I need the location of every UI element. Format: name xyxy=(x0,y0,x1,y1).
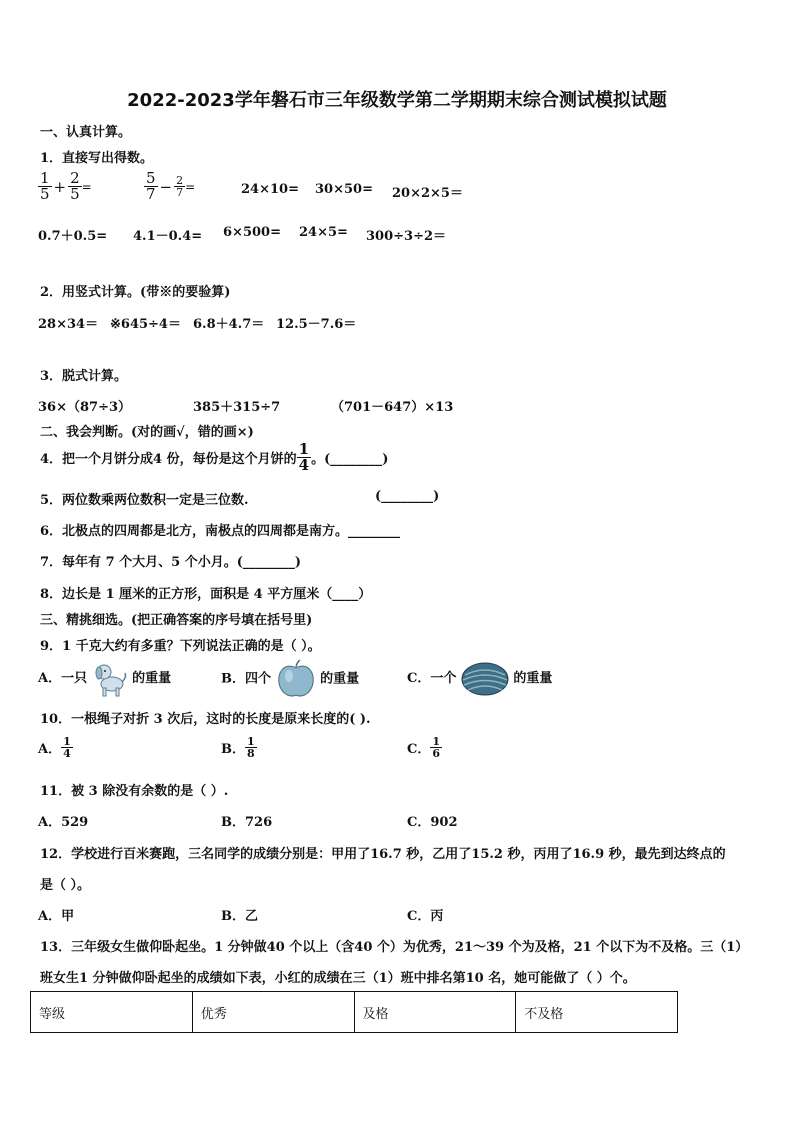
q1-item: 0.7＋0.5= xyxy=(38,229,108,244)
fraction: $\frac{1}{4}$ xyxy=(63,735,71,760)
section-heading-2: 二、我会判断。(对的画√，错的画×) xyxy=(40,425,254,440)
question-9-text: 9．1 千克大约有多重？下列说法正确的是（ ）。 xyxy=(40,639,321,654)
table-cell: 不及格 xyxy=(516,992,678,1033)
question-13-line1: 13．三年级女生做仰卧起坐。1 分钟做40 个以上（含40 个）为优秀，21～39 个为及格，21 个以下为不及格。三（1） xyxy=(40,940,749,955)
page-title: 2022-2023学年磐石市三年级数学第二学期期末综合测试模拟试题 xyxy=(127,90,667,111)
q1-item: 24×5= xyxy=(299,225,348,240)
question-11-text: 11．被 3 除没有余数的是（ ）. xyxy=(40,784,229,799)
fraction: $\frac{2}{5}$ xyxy=(70,169,80,203)
q3-item: （701－647）×13 xyxy=(331,400,454,415)
question-3-text: 3．脱式计算。 xyxy=(40,369,128,384)
question-2-text: 2．用竖式计算。(带※的要验算) xyxy=(40,285,231,300)
watermelon-icon xyxy=(461,661,509,697)
q1-item: 6×500= xyxy=(223,225,281,240)
question-13-line2: 班女生1 分钟做仰卧起坐的成绩如下表，小红的成绩在三（1）班中排名第10 名，她可能做了（ ）个。 xyxy=(40,971,636,986)
fraction: $\frac{1}{8}$ xyxy=(247,735,255,760)
apple-icon xyxy=(276,659,316,699)
question-4: 4．把一个月饼分成4 份，每份是这个月饼的 $\frac{1}{4}$ 。(________) xyxy=(40,440,389,474)
fraction: $\frac{2}{7}$ xyxy=(176,174,184,199)
q11-option-c[interactable]: C．902 xyxy=(407,815,458,830)
question-10-text: 10．一根绳子对折 3 次后，这时的长度是原来长度的( ). xyxy=(40,712,371,727)
q1-item: 4.1－0.4= xyxy=(133,229,203,244)
section-heading-1: 一、认真计算。 xyxy=(40,125,132,140)
table-cell: 及格 xyxy=(354,992,516,1033)
q2-item: 6.8＋4.7＝ xyxy=(193,317,265,332)
q2-item: ※645÷4＝ xyxy=(110,317,181,332)
q11-option-b[interactable]: B．726 xyxy=(221,815,273,830)
q1-item: 24×10= xyxy=(241,182,299,197)
q12-option-a[interactable]: A．甲 xyxy=(38,909,75,924)
q10-option-b[interactable]: B． $\frac{1}{8}$ xyxy=(221,735,255,760)
q12-option-b[interactable]: B．乙 xyxy=(221,909,258,924)
question-8: 8．边长是 1 厘米的正方形，面积是 4 平方厘米（____） xyxy=(40,587,372,602)
table-row xyxy=(31,992,678,1033)
fraction: $\frac{1}{4}$ xyxy=(298,440,310,474)
q3-item: 385＋315÷7 xyxy=(193,400,281,415)
q2-item: 28×34＝ xyxy=(38,317,99,332)
q1-item: 20×2×5＝ xyxy=(392,186,463,201)
q3-item: 36×（87÷3） xyxy=(38,400,132,415)
q1-fraction-diff: $\frac{5}{7}$ − $\frac{2}{7}$ = xyxy=(146,169,196,203)
question-12-line2: 是（ ）。 xyxy=(40,878,91,893)
q1-item: 300÷3÷2＝ xyxy=(366,229,447,244)
question-7: 7．每年有 7 个大月、5 个小月。(________) xyxy=(40,555,302,570)
q10-option-a[interactable]: A． $\frac{1}{4}$ xyxy=(38,735,71,760)
grade-table xyxy=(30,991,678,1033)
q9-option-c[interactable]: C．一个 的重量 xyxy=(407,659,552,699)
q9-option-a[interactable]: A．一只 的重量 xyxy=(38,659,171,699)
fraction: $\frac{5}{7}$ xyxy=(146,169,156,203)
table-cell: 优秀 xyxy=(192,992,354,1033)
fraction: $\frac{1}{6}$ xyxy=(432,735,441,760)
question-12-line1: 12．学校进行百米赛跑，三名同学的成绩分别是：甲用了16.7 秒，乙用了15.2 秒，丙用了16.9 秒，最先到达终点的 xyxy=(40,847,726,862)
q9-option-b[interactable]: B．四个 的重量 xyxy=(221,659,359,699)
dog-icon xyxy=(92,660,128,698)
q1-fraction-sum: $\frac{1}{5}$ + $\frac{2}{5}$ = xyxy=(40,169,92,203)
section-heading-3: 三、精挑细选。(把正确答案的序号填在括号里) xyxy=(40,613,313,628)
q10-option-c[interactable]: C． $\frac{1}{6}$ xyxy=(407,735,441,760)
question-5-text: 5．两位数乘两位数积一定是三位数. xyxy=(40,493,249,508)
q11-option-a[interactable]: A．529 xyxy=(38,815,89,830)
question-5-blank[interactable]: (________) xyxy=(375,489,440,504)
table-cell: 等级 xyxy=(31,992,193,1033)
question-1-text: 1．直接写出得数。 xyxy=(40,151,154,166)
q2-item: 12.5－7.6＝ xyxy=(276,317,357,332)
q12-option-c[interactable]: C．丙 xyxy=(407,909,444,924)
question-6: 6．北极点的四周都是北方，南极点的四周都是南方。________ xyxy=(40,524,401,539)
q1-item: 30×50= xyxy=(315,182,373,197)
fraction: $\frac{1}{5}$ xyxy=(40,169,50,203)
